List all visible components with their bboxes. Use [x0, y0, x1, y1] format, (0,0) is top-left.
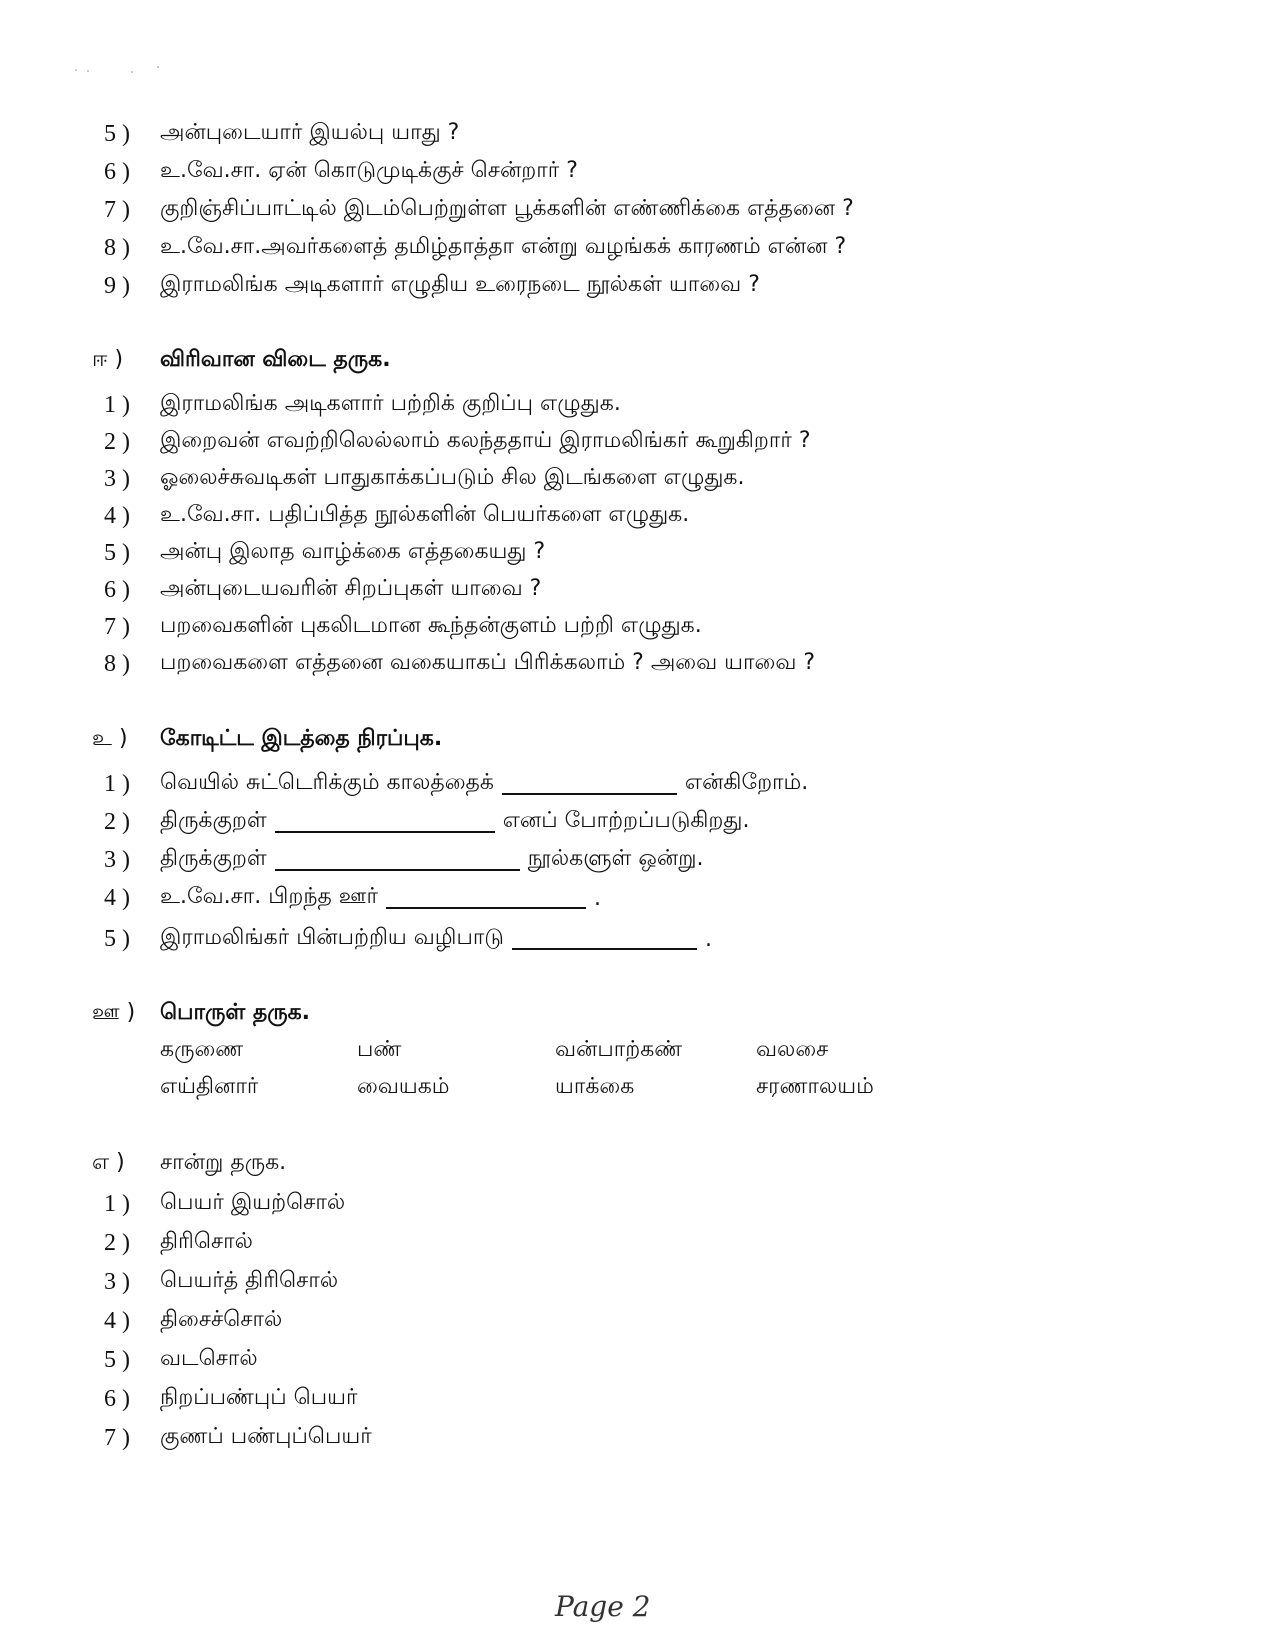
example-item-3 — [104, 1265, 338, 1299]
question-number: 5 ) — [104, 539, 130, 566]
question-text: அன்புடையார் இயல்பு யாது ? — [160, 120, 460, 145]
section-mark: ஊ ) — [92, 1000, 136, 1025]
long-question-2 — [104, 425, 811, 459]
question-text: உ.வே.சா.அவர்களைத் தமிழ்தாத்தா என்று வழங்கக் காரணம் என்ன ? — [160, 234, 847, 259]
question-text: அன்பு இலாத வாழ்க்கை எத்தகையது ? — [160, 539, 546, 564]
question-text: பெயர்த் திரிசொல் — [160, 1268, 339, 1293]
question-text-after: எனப் போற்றப்படுகிறது. — [502, 808, 750, 833]
meaning-word: எய்தினார் — [160, 1074, 259, 1099]
example-item-2 — [104, 1226, 253, 1260]
question-number: 1 ) — [104, 391, 130, 418]
question-number: 6 ) — [104, 576, 130, 603]
question-5 — [104, 117, 459, 151]
question-text-before: வெயில் சுட்டெரிக்கும் காலத்தைக் — [160, 770, 494, 795]
question-number: 1 ) — [104, 1190, 130, 1217]
meaning-word: சரணாலயம் — [756, 1074, 874, 1099]
question-number: 2 ) — [104, 808, 130, 835]
question-text: நிறப்பண்புப் பெயர் — [160, 1385, 358, 1410]
example-item-1 — [104, 1187, 345, 1221]
question-number: 1 ) — [104, 770, 130, 797]
question-number: 3 ) — [104, 465, 130, 492]
question-text: குறிஞ்சிப்பாட்டில் இடம்பெற்றுள்ள பூக்களின் எண்ணிக்கை எத்தனை ? — [160, 196, 854, 221]
question-number: 3 ) — [104, 1268, 130, 1295]
question-number: 4 ) — [104, 1307, 130, 1334]
question-text: இராமலிங்க அடிகளார் எழுதிய உரைநடை நூல்கள் யாவை ? — [160, 272, 760, 297]
example-item-5 — [104, 1343, 258, 1377]
long-question-6 — [104, 573, 541, 607]
meaning-word: வன்பாற்கண் — [555, 1037, 683, 1062]
long-question-3 — [104, 462, 745, 496]
question-text: இராமலிங்க அடிகளார் பற்றிக் குறிப்பு எழுதுக. — [160, 391, 621, 416]
question-number: 7 ) — [104, 1424, 130, 1451]
question-text-before: திருக்குறள் — [160, 846, 267, 871]
question-6 — [104, 155, 578, 189]
meaning-word: யாக்கை — [555, 1074, 635, 1099]
answer-blank[interactable] — [512, 928, 697, 950]
answer-blank[interactable] — [275, 811, 495, 833]
long-question-5 — [104, 536, 545, 570]
answer-blank[interactable] — [275, 849, 520, 871]
question-7 — [104, 193, 854, 227]
section-heading-meanings — [92, 996, 310, 1032]
page-number-handwritten: Page 2 — [555, 1590, 651, 1623]
question-text: பறவைகளின் புகலிடமான கூந்தன்குளம் பற்றி எழுதுக. — [160, 613, 702, 638]
question-text-after: என்கிறோம். — [684, 770, 809, 795]
question-9 — [104, 269, 760, 303]
question-text: இறைவன் எவற்றிலெல்லாம் கலந்ததாய் இராமலிங்கர் கூறுகிறார் ? — [160, 428, 811, 453]
question-number: 9 ) — [104, 272, 130, 299]
question-number: 6 ) — [104, 158, 130, 185]
answer-blank[interactable] — [502, 773, 677, 795]
question-number: 5 ) — [104, 1346, 130, 1373]
fill-blank-5 — [104, 922, 712, 956]
section-title: சான்று தருக. — [160, 1150, 287, 1175]
fill-blank-2 — [104, 805, 749, 839]
meaning-word: பண் — [357, 1037, 402, 1062]
meaning-word: வலசை — [756, 1037, 829, 1062]
section-title: விரிவான விடை தருக. — [160, 347, 391, 372]
section-mark: ஈ ) — [92, 347, 124, 372]
question-number: 5 ) — [104, 120, 130, 147]
example-item-4 — [104, 1304, 282, 1338]
question-text: குணப் பண்புப்பெயர் — [160, 1424, 372, 1449]
question-text: திரிசொல் — [160, 1229, 253, 1254]
question-text-after: . — [704, 926, 712, 952]
long-question-1 — [104, 388, 621, 422]
question-text-before: இராமலிங்கர் பின்பற்றிய வழிபாடு — [160, 925, 504, 950]
question-text: வடசொல் — [160, 1346, 258, 1371]
question-text: அன்புடையவரின் சிறப்புகள் யாவை ? — [160, 576, 542, 601]
question-number: 8 ) — [104, 650, 130, 677]
question-number: 2 ) — [104, 428, 130, 455]
question-number: 3 ) — [104, 846, 130, 873]
section-heading-long-answer — [92, 343, 391, 379]
example-item-7 — [104, 1421, 372, 1455]
question-8 — [104, 231, 846, 265]
question-number: 7 ) — [104, 613, 130, 640]
fill-blank-1 — [104, 767, 808, 801]
question-number: 2 ) — [104, 1229, 130, 1256]
question-text: உ.வே.சா. பதிப்பித்த நூல்களின் பெயர்களை எழுதுக. — [160, 502, 690, 527]
question-text-before: உ.வே.சா. பிறந்த ஊர் — [160, 884, 378, 909]
meaning-word: கருணை — [160, 1037, 244, 1062]
section-heading-fill-blanks — [92, 722, 442, 758]
section-title: கோடிட்ட இடத்தை நிரப்புக. — [160, 726, 443, 751]
question-number: 7 ) — [104, 196, 130, 223]
question-text: பெயர் இயற்சொல் — [160, 1190, 346, 1215]
question-text-after: நூல்களுள் ஒன்று. — [527, 846, 704, 871]
section-mark: எ ) — [92, 1150, 125, 1175]
long-question-8 — [104, 647, 815, 681]
section-mark: உ ) — [92, 726, 128, 751]
long-question-7 — [104, 610, 702, 644]
question-number: 4 ) — [104, 884, 130, 911]
example-item-6 — [104, 1382, 358, 1416]
question-text: ஓலைச்சுவடிகள் பாதுகாக்கப்படும் சில இடங்களை எழுதுக. — [160, 465, 745, 490]
fill-blank-3 — [104, 843, 704, 877]
question-text: திசைச்சொல் — [160, 1307, 283, 1332]
question-text: பறவைகளை எத்தனை வகையாகப் பிரிக்கலாம் ? அவை யாவை ? — [160, 650, 816, 675]
question-number: 4 ) — [104, 502, 130, 529]
question-number: 6 ) — [104, 1385, 130, 1412]
question-text-before: திருக்குறள் — [160, 808, 267, 833]
scan-specks — [70, 60, 190, 80]
question-text: உ.வே.சா. ஏன் கொடுமுடிக்குச் சென்றார் ? — [160, 158, 578, 183]
section-heading-examples — [92, 1146, 286, 1182]
fill-blank-4 — [104, 881, 601, 915]
question-number: 5 ) — [104, 925, 130, 952]
meaning-word: வையகம் — [357, 1074, 450, 1099]
answer-blank[interactable] — [386, 887, 586, 909]
question-text-after: . — [593, 885, 601, 911]
question-number: 8 ) — [104, 234, 130, 261]
long-question-4 — [104, 499, 689, 533]
section-title: பொருள் தருக. — [160, 1000, 311, 1025]
